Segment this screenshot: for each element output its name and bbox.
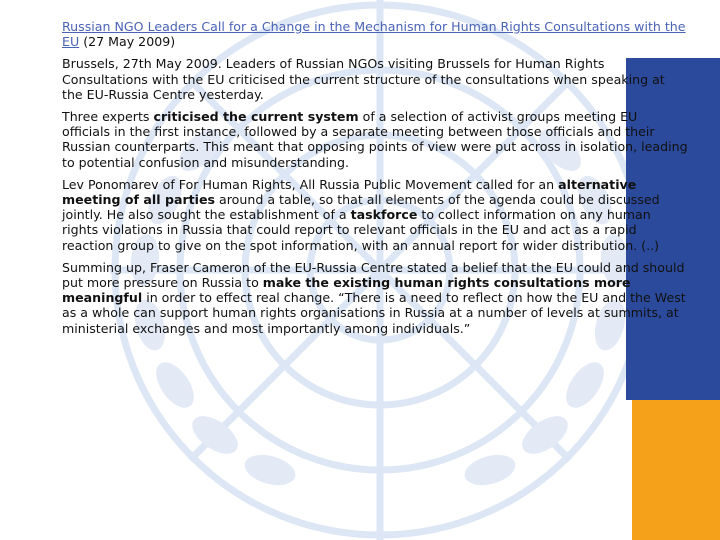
paragraph-1: Brussels, 27th May 2009. Leaders of Russian NGOs visiting Brussels for Human Rights Consultations with the EU criticised the current structure of the consultations when speaking at the EU-Russia Centre yesterday.	[62, 56, 665, 102]
paragraph-3: Lev Ponomarev of For Human Rights, All Russia Public Movement called for an alternative meeting of all parties around a table, so that all elements of the agenda could be discussed jointly. He also sought the establishment of a taskforce to collect information on any human rights violations in Russia that could report to relevant officials in the EU and act as a rapid reaction group to give on the spot information, with an annual report for wider distribution. (..)	[62, 176, 660, 253]
article-date: (27 May 2009)	[83, 34, 176, 50]
emphasis-taskforce: taskforce	[350, 207, 418, 223]
source-link[interactable]: Russian NGO Leaders Call for a Change in the Mechanism for Human Rights Consultations with the EU	[62, 19, 686, 50]
paragraph-2: Three experts criticised the current system of a selection of activist groups meeting EU officials in the first instance, followed by a separate meeting between those officials and their Russian counterparts. This meant that opposing points of view were put across in isolation, leading to potential confusion and misunderstanding.	[62, 109, 688, 170]
article-body	[62, 19, 688, 343]
emphasis-current-system: criticised the current system	[153, 109, 359, 125]
emphasis-alternative-meeting: alternative meeting of all parties	[62, 176, 637, 208]
accent-band-orange	[632, 400, 720, 540]
emphasis-meaningful-consultations: make the existing human rights consultations more meaningful	[62, 275, 631, 306]
article-header	[62, 19, 688, 49]
paragraph-4: Summing up, Fraser Cameron of the EU-Russia Centre stated a belief that the EU could and should put more pressure on Russia to make the existing human rights consultations more meaningful in order to effect real change. “There is a need to reflect on how the EU and the West as a whole can support human rights organisations in Russia at a number of levels at summits, at ministerial exchanges and most importantly among individuals.”	[62, 259, 686, 336]
